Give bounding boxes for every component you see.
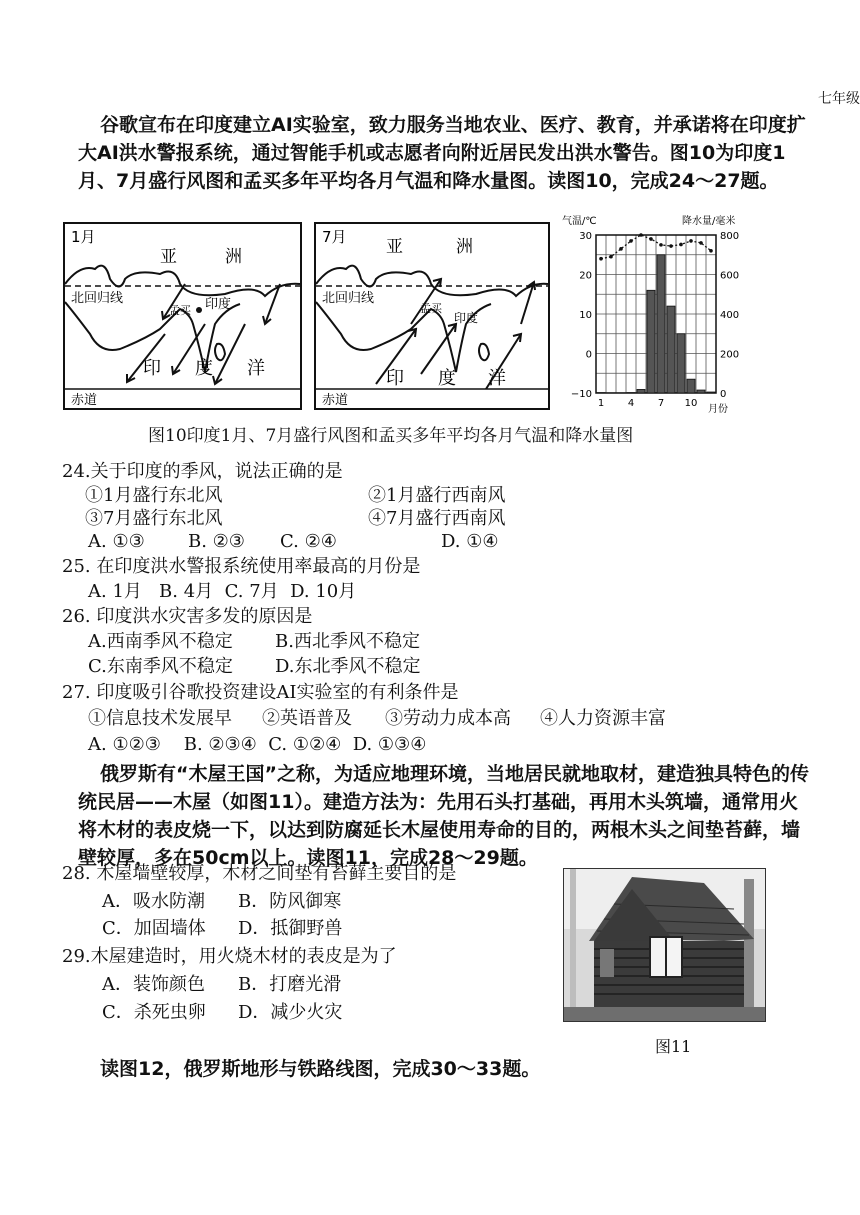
figure10-caption: 图10印度1月、7月盛行风图和孟买多年平均各月气温和降水量图 [148,426,634,446]
precip-bar [677,334,685,393]
temperature-point [649,237,653,241]
q24-statement-1: ①1月盛行东北风 [85,485,223,506]
jan-ocean2: 度 [195,358,213,379]
jan-asia-label: 亚 [160,247,177,267]
map-july-svg [316,224,548,408]
jan-tropic-label: 北回归线 [71,291,124,306]
jul-mumbai-label: 孟买 [420,302,442,315]
q28-option-b: B．防风御寒 [238,891,342,912]
q26-option-c: C.东南季风不稳定 [88,656,233,677]
precip-bar [647,290,655,393]
temperature-point [609,255,613,259]
final-instruction-text: 读图12，俄罗斯地形与铁路线图，完成30～33题。 [100,1058,541,1080]
precip-axis-label: 降水量/毫米 [682,216,736,227]
temperature-point [659,243,663,247]
temperature-point [689,239,693,243]
q28-stem: 28. 木屋墙壁较厚，木材之间垫有苔藓主要目的是 [62,863,457,884]
temperature-point [599,257,603,261]
map-january-svg [65,224,300,408]
q27-stem: 27. 印度吸引谷歌投资建设AI实验室的有利条件是 [62,682,459,703]
jan-ocean1: 印 [143,358,161,379]
month-unit-label: 月份 [708,404,728,415]
log-cabin-photo [563,868,766,1022]
q24-statement-3: ③7月盛行东北风 [85,508,223,529]
russia-intro-text: 俄罗斯有“木屋王国”之称，为适应地理环境，当地居民就地取材，建造独具特色的传统民居——木屋（如图11）。建造方法为：先用石头打基础，再用木头筑墙，通常用火将木材的表皮烧一下，以达到防腐延长木屋使用寿命的目的，两根木头之间垫苔藓，墙壁较厚，多在50cm以上。读图11，完成28～29题。 [78,763,809,869]
temperature-point [709,249,713,253]
jan-zhou-label: 洲 [225,247,242,267]
q28-option-d: D．抵御野兽 [238,918,343,939]
intro-paragraph [78,111,813,195]
q29-stem: 29.木屋建造时，用火烧木材的表皮是为了 [62,946,397,967]
jul-zhou-label: 洲 [456,237,473,257]
q28-option-a: A．吸水防潮 [102,891,205,912]
jul-india-label: 印度 [454,311,479,325]
temperature-point [679,243,683,247]
jan-mumbai-label: 孟买 [169,304,191,317]
jan-month-label: 1月 [71,228,96,246]
month-tick-label: 10 [684,398,698,409]
russia-paragraph [78,760,813,872]
q24-option-c: C. ②④ [280,531,337,552]
jan-equator-label: 赤道 [71,393,98,408]
q27-options: A. ①②③ B. ②③④ C. ①②④ D. ①③④ [88,734,427,755]
jul-ocean2: 度 [438,368,456,389]
precip-bar [667,306,675,393]
temperature-point [619,247,623,251]
temperature-point [639,233,643,237]
q27-statement-2: ②英语普及 [262,708,352,729]
temp-tick-label: 20 [579,270,592,282]
q25-stem: 25. 在印度洪水警报系统使用率最高的月份是 [62,556,421,577]
q26-option-a: A.西南季风不稳定 [88,631,233,652]
temp-tick-label: −10 [570,389,592,400]
precip-bar [657,255,665,393]
precip-bar [697,390,705,393]
log-cabin-illustration [564,869,765,1021]
q24-statement-2: ②1月盛行西南风 [368,485,506,506]
q29-option-a: A．装饰颜色 [102,974,205,995]
jul-tropic-label: 北回归线 [322,291,375,306]
q29-option-d: D．减少火灾 [238,1002,343,1023]
q26-option-d: D.东北季风不稳定 [275,656,421,677]
q24-option-a: A. ①③ [88,531,145,552]
q27-statement-4: ④人力资源丰富 [540,708,666,729]
precip-bar [707,392,715,393]
precip-tick-label: 600 [720,270,740,282]
precip-tick-label: 200 [720,349,740,361]
q27-statement-3: ③劳动力成本高 [385,708,511,729]
jul-month-label: 7月 [322,228,347,246]
map-january [63,222,302,410]
climate-chart-svg [560,212,750,417]
temperature-point [669,244,673,248]
q24-option-b: B. ②③ [188,531,245,552]
q25-options: A. 1月 B. 4月 C. 7月 D. 10月 [88,581,357,602]
q24-option-d: D. ①④ [441,531,499,552]
temperature-point [629,239,633,243]
month-tick-label: 4 [627,398,635,409]
precip-tick-label: 800 [720,231,740,242]
precip-bar [687,379,695,393]
precip-tick-label: 0 [720,389,727,400]
q29-option-b: B．打磨光滑 [238,974,342,995]
q27-statement-1: ①信息技术发展早 [88,708,232,729]
final-instruction [78,1055,813,1083]
q26-stem: 26. 印度洪水灾害多发的原因是 [62,606,313,627]
intro-text: 谷歌宣布在印度建立AI实验室，致力服务当地农业、医疗、教育，并承诺将在印度扩大AI洪水警报系统，通过智能手机或志愿者向附近居民发出洪水警告。图10为印度1月、7月盛行风图和孟买多年平均各月气温和降水量图。读图10，完成24～27题。 [78,114,806,192]
jan-ocean3: 洋 [247,358,265,379]
precip-bar [637,389,645,393]
month-tick-label: 7 [657,398,665,409]
temperature-point [699,241,703,245]
temp-axis-label: 气温/℃ [562,216,597,227]
jul-asia-label: 亚 [386,237,403,257]
jul-ocean1: 印 [386,368,404,389]
q29-option-c: C．杀死虫卵 [102,1002,206,1023]
temp-tick-label: 0 [585,349,592,361]
q28-option-c: C．加固墙体 [102,918,206,939]
jul-equator-label: 赤道 [322,393,349,408]
temp-tick-label: 10 [579,310,592,321]
jan-india-label: 印度 [205,297,232,312]
map-july [314,222,550,410]
jul-ocean3: 洋 [488,368,506,389]
q24-stem: 24.关于印度的季风，说法正确的是 [62,461,343,482]
figure11-caption: 图11 [655,1037,692,1056]
page-corner-header: 七年级 [818,91,860,107]
temp-tick-label: 30 [579,231,592,242]
precip-tick-label: 400 [720,310,740,321]
q26-option-b: B.西北季风不稳定 [275,631,420,652]
q24-statement-4: ④7月盛行西南风 [368,508,506,529]
month-tick-label: 1 [597,398,605,409]
climate-chart [560,212,750,417]
